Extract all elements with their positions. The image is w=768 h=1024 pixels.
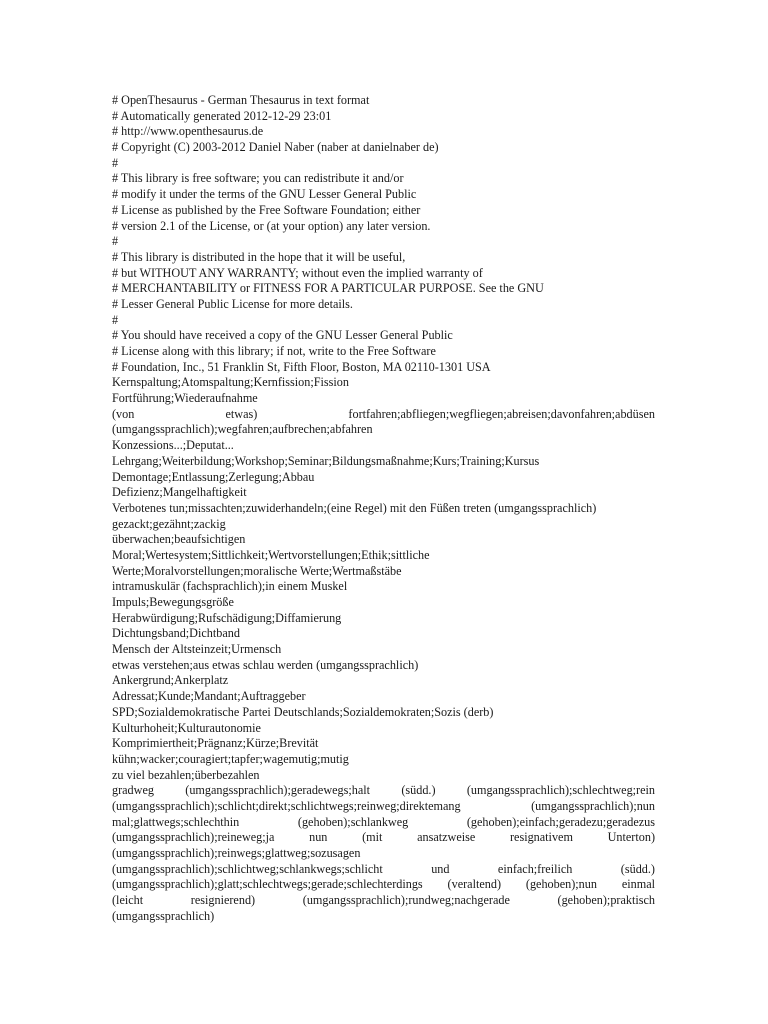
document-line: Kernspaltung;Atomspaltung;Kernfission;Fission [112,375,349,390]
document-line: Moral;Wertesystem;Sittlichkeit;Wertvorstellungen;Ethik;sittliche [112,547,430,562]
document-line: (umgangssprachlich);wegfahren;aufbrechen;abfahren [112,422,373,437]
document-line: mal;glattwegs;schlechthin (gehoben);schlankweg (gehoben);einfach;geradezu;geradezus [112,814,655,829]
document-line: # modify it under the terms of the GNU Lesser General Public [112,187,417,202]
document-line: (umgangssprachlich);reineweg;ja nun (mit ansatzweise resignativem Unterton) [112,830,655,845]
document-line: # You should have received a copy of the GNU Lesser General Public [112,328,453,343]
document-line: # License along with this library; if not, write to the Free Software [112,344,436,358]
document-line: # [112,312,119,327]
document-line: (von etwas) fortfahren;abfliegen;wegfliegen;abreisen;davonfahren;abdüsen [112,406,655,421]
document-line: Lehrgang;Weiterbildung;Workshop;Seminar;Bildungsmaßnahme;Kurs;Training;Kursus [112,453,540,468]
document-line: Kulturhoheit;Kulturautonomie [112,720,261,735]
document-line: Fortführung;Wiederaufnahme [112,391,258,406]
document-line: # Lesser General Public License for more details. [112,296,353,311]
document-line: (umgangssprachlich);schlichtweg;schlankwegs;schlicht und einfach;freilich (südd.) [112,861,655,876]
document-page [112,93,655,924]
document-line: Konzessions...;Deputat... [112,438,234,453]
document-line: kühn;wacker;couragiert;tapfer;wagemutig;mutig [112,751,349,766]
document-line: (umgangssprachlich);glatt;schlechtwegs;gerade;schlechterdings (veraltend) (gehoben);nun einmal [112,877,655,892]
document-line: Mensch der Altsteinzeit;Urmensch [112,642,282,657]
document-line: (umgangssprachlich);schlicht;direkt;schlichtwegs;reinweg;direktemang (umgangssprachlich);nun [112,798,655,813]
document-line: # MERCHANTABILITY or FITNESS FOR A PARTICULAR PURPOSE. See the GNU [112,281,544,296]
document-line: überwachen;beaufsichtigen [112,532,246,547]
document-line: (umgangssprachlich);reinwegs;glattweg;sozusagen [112,846,361,860]
document-line: Demontage;Entlassung;Zerlegung;Abbau [112,469,315,484]
document-line: # [112,155,119,170]
document-line: intramuskulär (fachsprachlich);in einem Muskel [112,579,348,594]
document-line: Werte;Moralvorstellungen;moralische Werte;Wertmaßstäbe [112,563,402,578]
document-line: zu viel bezahlen;überbezahlen [112,767,260,782]
document-line: Adressat;Kunde;Mandant;Auftraggeber [112,689,306,704]
document-line: # License as published by the Free Software Foundation; either [112,202,421,217]
document-line: Ankergrund;Ankerplatz [112,673,229,688]
document-line: etwas verstehen;aus etwas schlau werden (umgangssprachlich) [112,657,419,672]
document-line: Komprimiertheit;Prägnanz;Kürze;Brevität [112,736,319,751]
document-line: Dichtungsband;Dichtband [112,626,240,641]
document-line: SPD;Sozialdemokratische Partei Deutschlands;Sozialdemokraten;Sozis (derb) [112,704,494,719]
document-line: # This library is free software; you can redistribute it and/or [112,171,404,186]
document-line: # OpenThesaurus - German Thesaurus in text format [112,93,370,107]
document-line: # but WITHOUT ANY WARRANTY; without even the implied warranty of [112,265,483,280]
document-line: # Copyright (C) 2003-2012 Daniel Naber (naber at danielnaber de) [112,140,439,155]
document-line: Impuls;Bewegungsgröße [112,595,234,609]
document-line: Herabwürdigung;Rufschädigung;Diffamierung [112,610,342,625]
document-line: gezackt;gezähnt;zackig [112,516,226,531]
document-line: Verbotenes tun;missachten;zuwiderhandeln;(eine Regel) mit den Füßen treten (umgangssprachlich) [112,500,597,515]
document-line: # http://www.openthesaurus.de [112,124,264,139]
document-line: # This library is distributed in the hope that it will be useful, [112,249,406,264]
document-line: # version 2.1 of the License, or (at your option) any later version. [112,218,431,233]
document-line: # Foundation, Inc., 51 Franklin St, Fifth Floor, Boston, MA 02110-1301 USA [112,359,491,374]
document-line: (umgangssprachlich) [112,908,215,923]
document-line: # Automatically generated 2012-12-29 23:01 [112,108,332,123]
document-line: # [112,234,119,249]
document-line: gradweg (umgangssprachlich);geradewegs;halt (südd.) (umgangssprachlich);schlechtweg;rein [112,783,655,798]
document-line: Defizienz;Mangelhaftigkeit [112,485,247,500]
document-line: (leicht resignierend) (umgangssprachlich);rundweg;nachgerade (gehoben);praktisch [112,893,655,908]
